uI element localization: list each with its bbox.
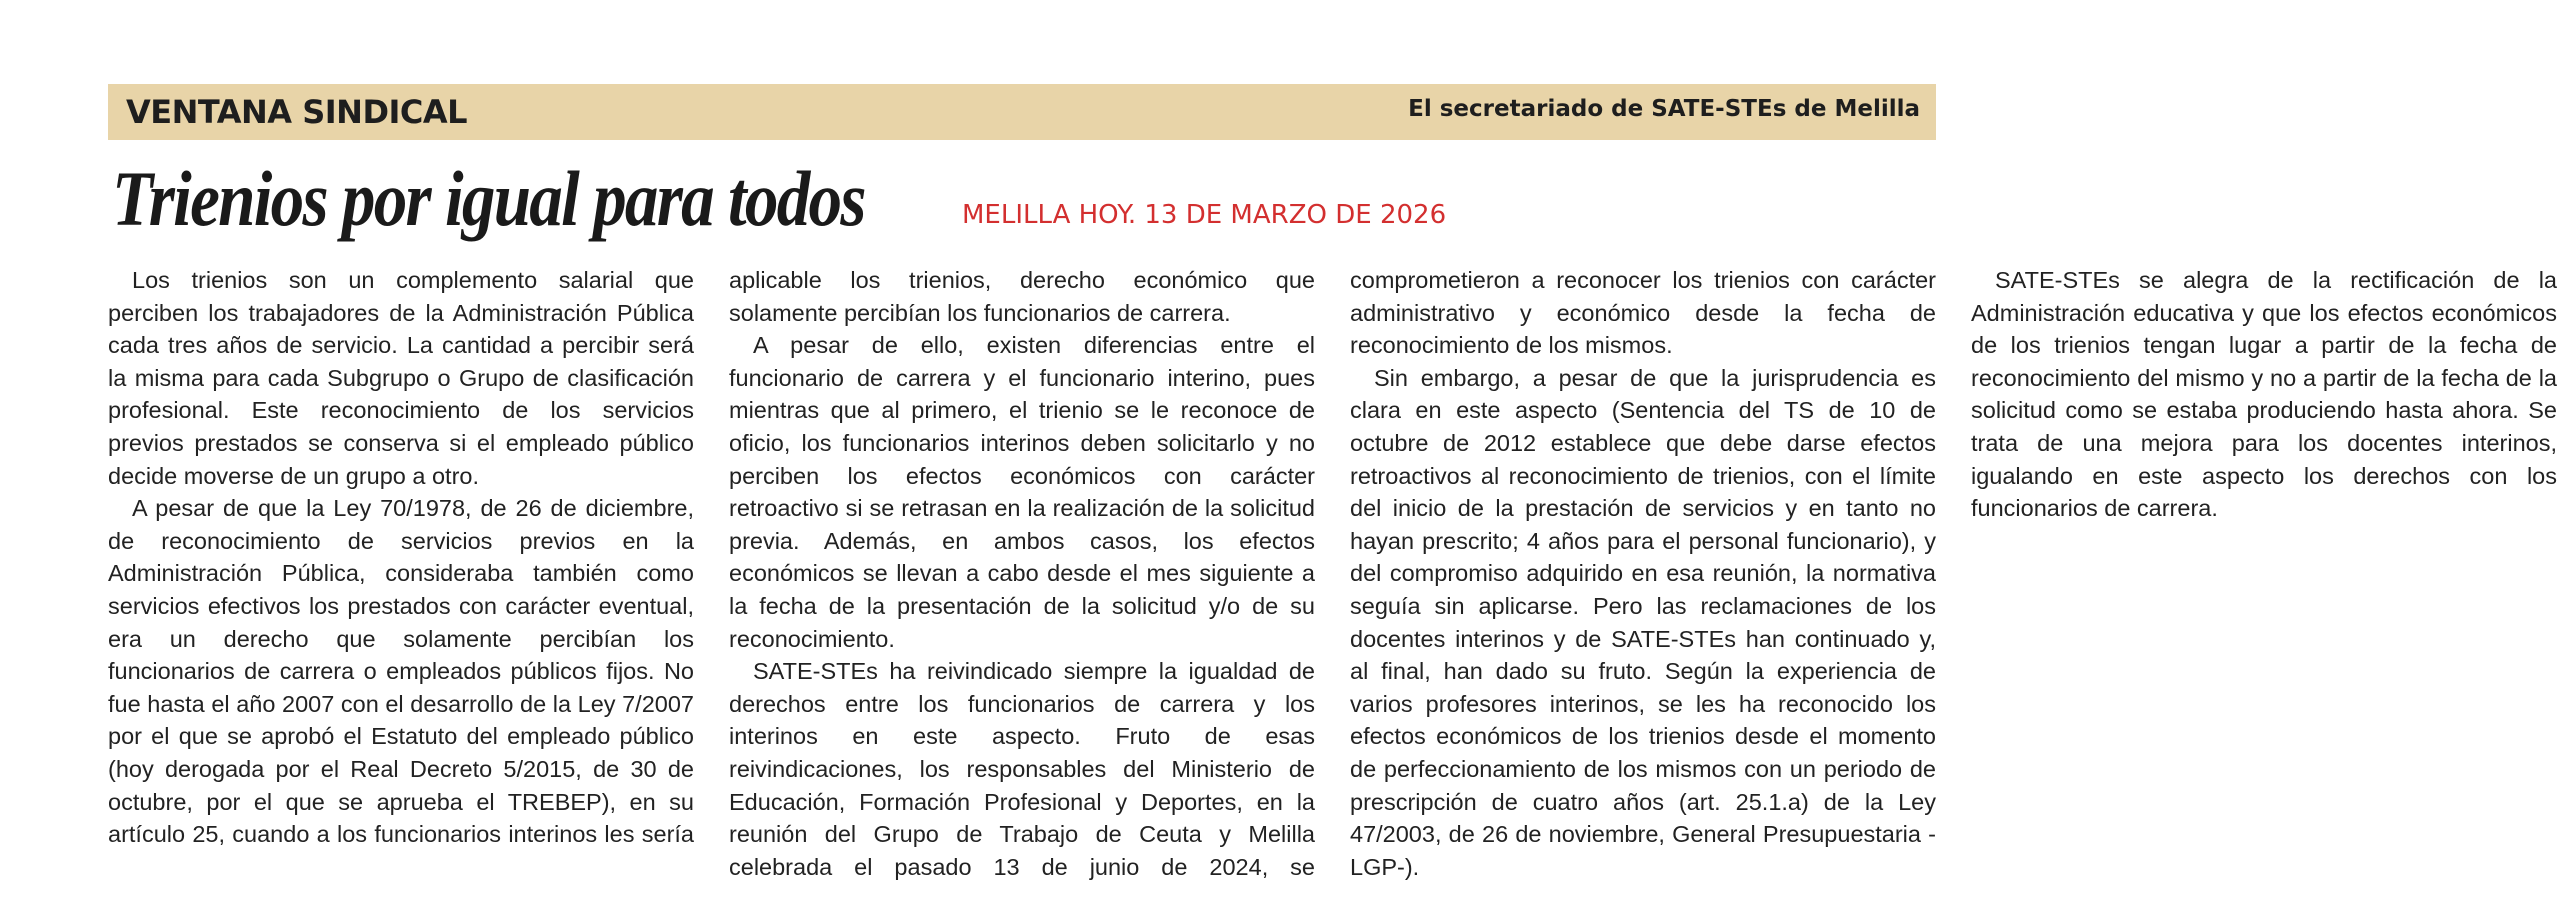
- article-paragraph: SATE-STEs se alegra de la rectificación de la Administración educativa y que los efectos económicos de los trienios tengan lugar a partir de la fecha de reconocimiento del mismo y no a partir de la fecha de la solicitud como se estaba produciendo hasta ahora. Se trata de una mejora para los docentes interinos, igualando en este aspecto los derechos con los funcionarios de carrera.: [1971, 267, 2557, 522]
- article-paragraph: A pesar de que la Ley 70/1978, de 26 de diciembre, de reconocimiento de servicios previos en la Administración Pública, consideraba también como servicios efectivos los prestados con carácter eventual, era un derecho que solamente percibían los funcionarios de carrera o empleados públicos fijos. No fue hasta el año 2007 con el desarrollo de la Ley 7/2007 por el que se aprobó el Estatuto del empleado público (hoy derogada por el Real Decreto 5/2015, de 30 de octubre, por el que se aprueba el TREBEP), en su artículo 25, cuando a los funcionarios interinos les sería aplicable los trienios, derecho económico que solamente percibían los funcionarios de carrera.: [108, 267, 1315, 848]
- article-headline: Trienios por igual para todos: [112, 155, 865, 242]
- section-title: VENTANA SINDICAL: [126, 93, 468, 131]
- article-body: [108, 264, 2557, 914]
- article-paragraph: Los trienios son un complemento salarial que perciben los trabajadores de la Administración Pública cada tres años de servicio. La cantidad a percibir será la misma para cada Subgrupo o Grupo de clasificación profesional. Este reconocimiento de los servicios previos prestados se conserva si el empleado público decide moverse de un grupo a otro.: [108, 267, 694, 489]
- section-banner: [108, 84, 1936, 140]
- article-paragraph: A pesar de ello, existen diferencias entre el funcionario de carrera y el funcionario interino, pues mientras que al primero, el trienio se le reconoce de oficio, los funcionarios interinos deben solicitarlo y no perciben los efectos económicos con carácter retroactivo si se retrasan en la realización de la solicitud previa. Además, en ambos casos, los efectos económicos se llevan a cabo desde el mes siguiente a la fecha de la presentación de la solicitud y/o de su reconocimiento.: [729, 332, 1315, 652]
- dateline: MELILLA HOY. 13 DE MARZO DE 2026: [962, 200, 1447, 230]
- article-paragraph: SATE-STEs ha reivindicado siempre la igualdad de derechos entre los funcionarios de carrera y los interinos en este aspecto. Fruto de esas reivindicaciones, los responsables del Ministerio de Educación, Formación Profesional y Deportes, en la reunión del Grupo de Trabajo de Ceuta y Melilla celebrada el pasado 13 de junio de 2024, se comprometieron a reconocer los trienios con carácter administrativo y económico desde la fecha de reconocimiento de los mismos.: [729, 267, 1936, 880]
- byline: El secretariado de SATE-STEs de Melilla: [1408, 96, 1920, 122]
- article-paragraph: Sin embargo, a pesar de que la jurisprudencia es clara en este aspecto (Sentencia del TS de 10 de octubre de 2012 establece que debe darse efectos retroactivos al reconocimiento de trienios, con el límite del inicio de la prestación de servicios y en tanto no hayan prescrito; 4 años para el personal funcionario), y del compromiso adquirido en esa reunión, la normativa seguía sin aplicarse. Pero las reclamaciones de los docentes interinos y de SATE-STEs han continuado y, al final, han dado su fruto. Según la experiencia de varios profesores interinos, se les ha reconocido los efectos económicos de los trienios desde el momento de perfeccionamiento de los mismos con un periodo de prescripción de cuatro años (art. 25.1.a) de la Ley 47/2003, de 26 de noviembre, General Presupuestaria -LGP-).: [1350, 364, 1936, 880]
